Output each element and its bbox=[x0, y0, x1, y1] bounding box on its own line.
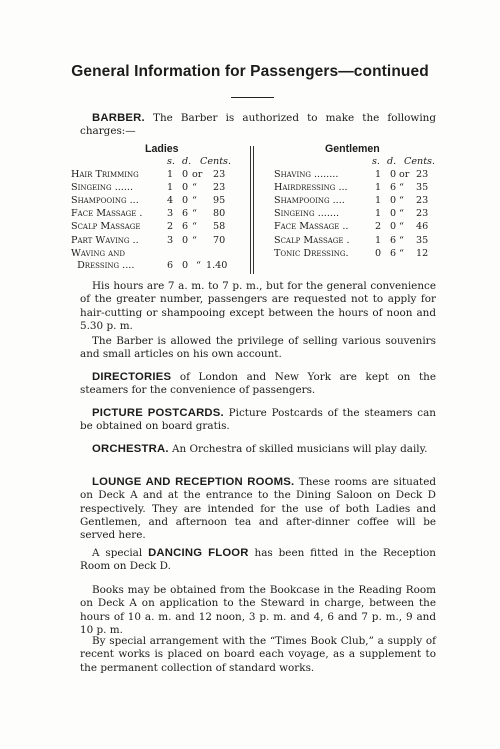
ladies-row-separator: “ bbox=[192, 208, 197, 220]
ladies-row-service: Shampooing ... bbox=[71, 195, 139, 207]
gentlemen-row-shillings: 2 bbox=[375, 221, 382, 233]
ladies-row-cents: 23 bbox=[213, 182, 226, 194]
ladies-row-service: Part Waving .. bbox=[71, 234, 139, 246]
times-book-club-section: By special arrangement with the “Times Book Club,” a supply of recent works is placed on board each voyage, as a supplement to the permanent collection of standard works. bbox=[80, 635, 436, 674]
ladies-row-shillings: 3 bbox=[167, 234, 174, 246]
gentlemen-row-pence: 0 bbox=[390, 208, 397, 220]
title-divider bbox=[231, 97, 274, 98]
gentlemen-row-service: Scalp Massage . bbox=[274, 234, 350, 246]
gentlemen-row-service: Shampooing .... bbox=[274, 195, 345, 207]
ladies-unit-cents: Cents. bbox=[200, 156, 232, 167]
ladies-row-cents: 58 bbox=[213, 221, 226, 233]
gentlemen-row-pence: 6 bbox=[390, 247, 397, 259]
gentlemen-unit-cents: Cents. bbox=[404, 156, 436, 167]
ladies-row-separator: “ bbox=[192, 234, 197, 246]
ladies-row-shillings: 4 bbox=[167, 195, 174, 207]
ladies-row-pence: 0 bbox=[182, 195, 189, 207]
gentlemen-row-shillings: 0 bbox=[375, 247, 382, 259]
gentlemen-heading: Gentlemen bbox=[325, 143, 380, 155]
postcards-section bbox=[80, 407, 436, 434]
gentlemen-row-cents: 12 bbox=[416, 247, 429, 259]
ladies-heading: Ladies bbox=[145, 143, 179, 155]
barber-hours: His hours are 7 a. m. to 7 p. m., but for the general convenience of the greater number, passengers are requested not to apply for hair-cutting or shampooing except between the hours of noon and 5.30 p. m. bbox=[80, 280, 436, 332]
gentlemen-row-cents: 23 bbox=[416, 169, 429, 180]
dancing-prefix: A special bbox=[92, 547, 143, 559]
gentlemen-row-separator: or bbox=[399, 169, 410, 180]
directories-section bbox=[80, 371, 436, 398]
ladies-row-separator: “ bbox=[192, 195, 197, 207]
gentlemen-row-pence: 6 bbox=[390, 234, 397, 246]
ladies-row-cents: 80 bbox=[213, 208, 226, 220]
barber-intro bbox=[80, 112, 436, 139]
ladies-unit-d: d. bbox=[182, 156, 192, 167]
gentlemen-row-shillings: 1 bbox=[375, 234, 382, 246]
gentlemen-row-cents: 35 bbox=[416, 234, 429, 246]
gentlemen-row-separator: “ bbox=[399, 247, 404, 259]
gentlemen-row-shillings: 1 bbox=[375, 169, 382, 180]
gentlemen-row-service: Hairdressing ... bbox=[274, 182, 348, 194]
gentlemen-row-separator: “ bbox=[399, 208, 404, 220]
lounge-section bbox=[80, 476, 436, 542]
dancing-section bbox=[80, 547, 436, 574]
barber-intro-text: The Barber is authorized to make the following charges:— bbox=[80, 112, 436, 138]
dancing-heading: DANCING FLOOR bbox=[148, 547, 249, 559]
ladies-row-service: Hair Trimming bbox=[71, 169, 139, 180]
ladies-row-shillings: 1 bbox=[167, 182, 174, 194]
dancing-text: has been fitted in the Reception Room on Deck D. bbox=[80, 547, 436, 573]
gentlemen-row-pence: 0 bbox=[390, 221, 397, 233]
ladies-row-shillings: 6 bbox=[167, 260, 174, 272]
gentlemen-row-service: Face Massage .. bbox=[274, 221, 349, 233]
gentlemen-row-separator: “ bbox=[399, 182, 404, 194]
ladies-row-cents: 70 bbox=[213, 234, 226, 246]
gentlemen-row-cents: 23 bbox=[416, 195, 429, 207]
directories-heading: DIRECTORIES bbox=[92, 371, 172, 383]
ladies-row-service: Waving and bbox=[71, 247, 125, 259]
gentlemen-unit-d: d. bbox=[387, 156, 397, 167]
barber-heading: BARBER. bbox=[92, 112, 145, 124]
barber-souvenirs: The Barber is allowed the privilege of selling various souvenirs and small articles on his own account. bbox=[80, 335, 436, 361]
gentlemen-row-shillings: 1 bbox=[375, 208, 382, 220]
ladies-row-service: Face Massage . bbox=[71, 208, 143, 220]
orchestra-section bbox=[80, 443, 436, 456]
ladies-row-cents: 23 bbox=[213, 169, 226, 180]
gentlemen-row-separator: “ bbox=[399, 234, 404, 246]
ladies-row-pence: 0 bbox=[182, 182, 189, 194]
ladies-row-separator: or bbox=[192, 169, 203, 180]
gentlemen-row-separator: “ bbox=[399, 221, 404, 233]
ladies-row-pence: 0 bbox=[182, 234, 189, 246]
ladies-row-pence: 0 bbox=[182, 260, 189, 272]
gentlemen-row-service: Shaving ........ bbox=[274, 169, 339, 180]
gentlemen-unit-s: s. bbox=[372, 156, 380, 167]
gentlemen-row-shillings: 1 bbox=[375, 195, 382, 207]
orchestra-heading: ORCHESTRA. bbox=[92, 443, 169, 455]
postcards-heading: PICTURE POSTCARDS. bbox=[92, 407, 224, 419]
gentlemen-row-pence: 6 bbox=[390, 182, 397, 194]
lounge-heading: LOUNGE AND RECEPTION ROOMS. bbox=[92, 476, 295, 488]
ladies-row-service-cont: Dressing .... bbox=[71, 260, 135, 272]
lounge-text: These rooms are situated on Deck A and at the entrance to the Dining Saloon on Deck D respectively. They are intended for the use of both Ladies and Gentlemen, and afternoon tea and after-dinner coffee will be served here. bbox=[80, 476, 436, 542]
ladies-unit-s: s. bbox=[167, 156, 175, 167]
gentlemen-row-service: Tonic Dressing. bbox=[274, 247, 349, 259]
column-divider bbox=[250, 146, 254, 274]
ladies-row-shillings: 2 bbox=[167, 221, 174, 233]
postcards-text: Picture Postcards of the steamers can be obtained on board gratis. bbox=[80, 407, 436, 433]
ladies-row-pence: 6 bbox=[182, 208, 189, 220]
ladies-row-pence: 0 bbox=[182, 169, 189, 180]
gentlemen-row-cents: 46 bbox=[416, 221, 429, 233]
ladies-row-shillings: 3 bbox=[167, 208, 174, 220]
ladies-row-pence: 6 bbox=[182, 221, 189, 233]
ladies-row-shillings: 1 bbox=[167, 169, 174, 180]
gentlemen-row-pence: 0 bbox=[390, 169, 397, 180]
gentlemen-row-service: Singeing ....... bbox=[274, 208, 340, 220]
gentlemen-row-cents: 35 bbox=[416, 182, 429, 194]
ladies-row-cents: 1.40 bbox=[206, 260, 228, 272]
ladies-row-separator: “ bbox=[192, 182, 197, 194]
gentlemen-row-pence: 0 bbox=[390, 195, 397, 207]
ladies-row-service: Singeing ...... bbox=[71, 182, 133, 194]
directories-text: of London and New York are kept on the steamers for the convenience of passengers. bbox=[80, 371, 436, 397]
ladies-row-separator: “ bbox=[196, 260, 201, 272]
ladies-row-service: Scalp Massage bbox=[71, 221, 141, 233]
orchestra-text: An Orchestra of skilled musicians will play daily. bbox=[172, 443, 428, 455]
books-section: Books may be obtained from the Bookcase in the Reading Room on Deck A on application to the Steward in charge, between the hours of 10 a. m. and 12 noon, 3 p. m. and 4, 6 and 7 p. m., 9 and 10 p. m. bbox=[80, 584, 436, 636]
gentlemen-row-shillings: 1 bbox=[375, 182, 382, 194]
page-title: General Information for Passengers—continued bbox=[71, 63, 429, 80]
ladies-row-cents: 95 bbox=[213, 195, 226, 207]
gentlemen-row-separator: “ bbox=[399, 195, 404, 207]
gentlemen-row-cents: 23 bbox=[416, 208, 429, 220]
ladies-row-separator: “ bbox=[192, 221, 197, 233]
